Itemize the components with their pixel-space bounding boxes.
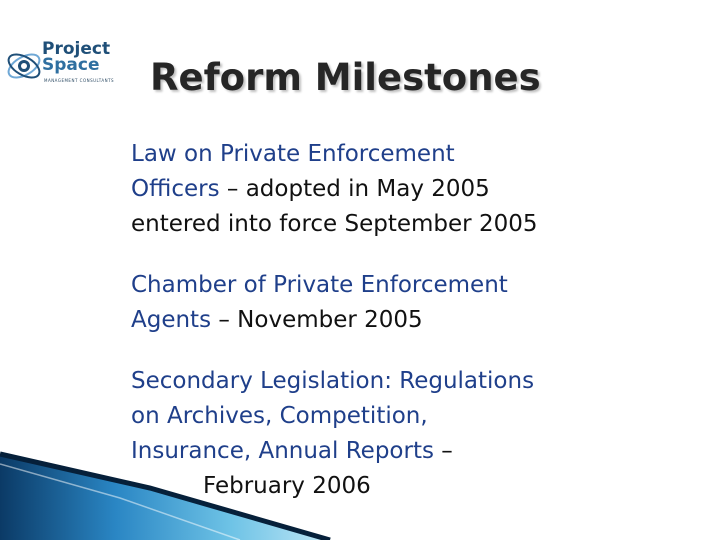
item-line-lead: Law on Private Enforcement (131, 141, 455, 167)
item-line-lead: Insurance, Annual Reports (131, 438, 434, 464)
item-line-rest: – (433, 438, 453, 464)
item-line-lead: Agents (131, 307, 212, 333)
corner-swoosh-decoration (0, 440, 340, 540)
item-line (131, 172, 691, 207)
logo-wordmark (42, 41, 110, 73)
milestone-item (131, 268, 691, 338)
logo (4, 38, 116, 96)
logo-line1: Project (42, 39, 111, 59)
item-line-lead: Chamber of Private Enforcement (131, 272, 508, 298)
item-line (131, 137, 691, 172)
item-line-lead: Secondary Legislation: Regulations (131, 368, 535, 394)
logo-line2: Space (42, 55, 100, 75)
item-line (131, 399, 691, 434)
item-line (131, 303, 691, 338)
item-line-rest: – adopted in May 2005 (219, 176, 490, 202)
item-line (131, 207, 691, 242)
milestone-item (131, 137, 691, 242)
item-line-rest: February 2006 (203, 473, 371, 499)
item-line-rest: – November 2005 (211, 307, 423, 333)
item-line-lead: on Archives, Competition, (131, 403, 428, 429)
item-line-lead: Officers (131, 176, 220, 202)
item-line (131, 364, 691, 399)
item-line-rest: entered into force September 2005 (131, 211, 538, 237)
logo-tagline: MANAGEMENT CONSULTANTS (44, 78, 115, 83)
slide-title: Reform Milestones (150, 56, 541, 99)
item-line (131, 268, 691, 303)
